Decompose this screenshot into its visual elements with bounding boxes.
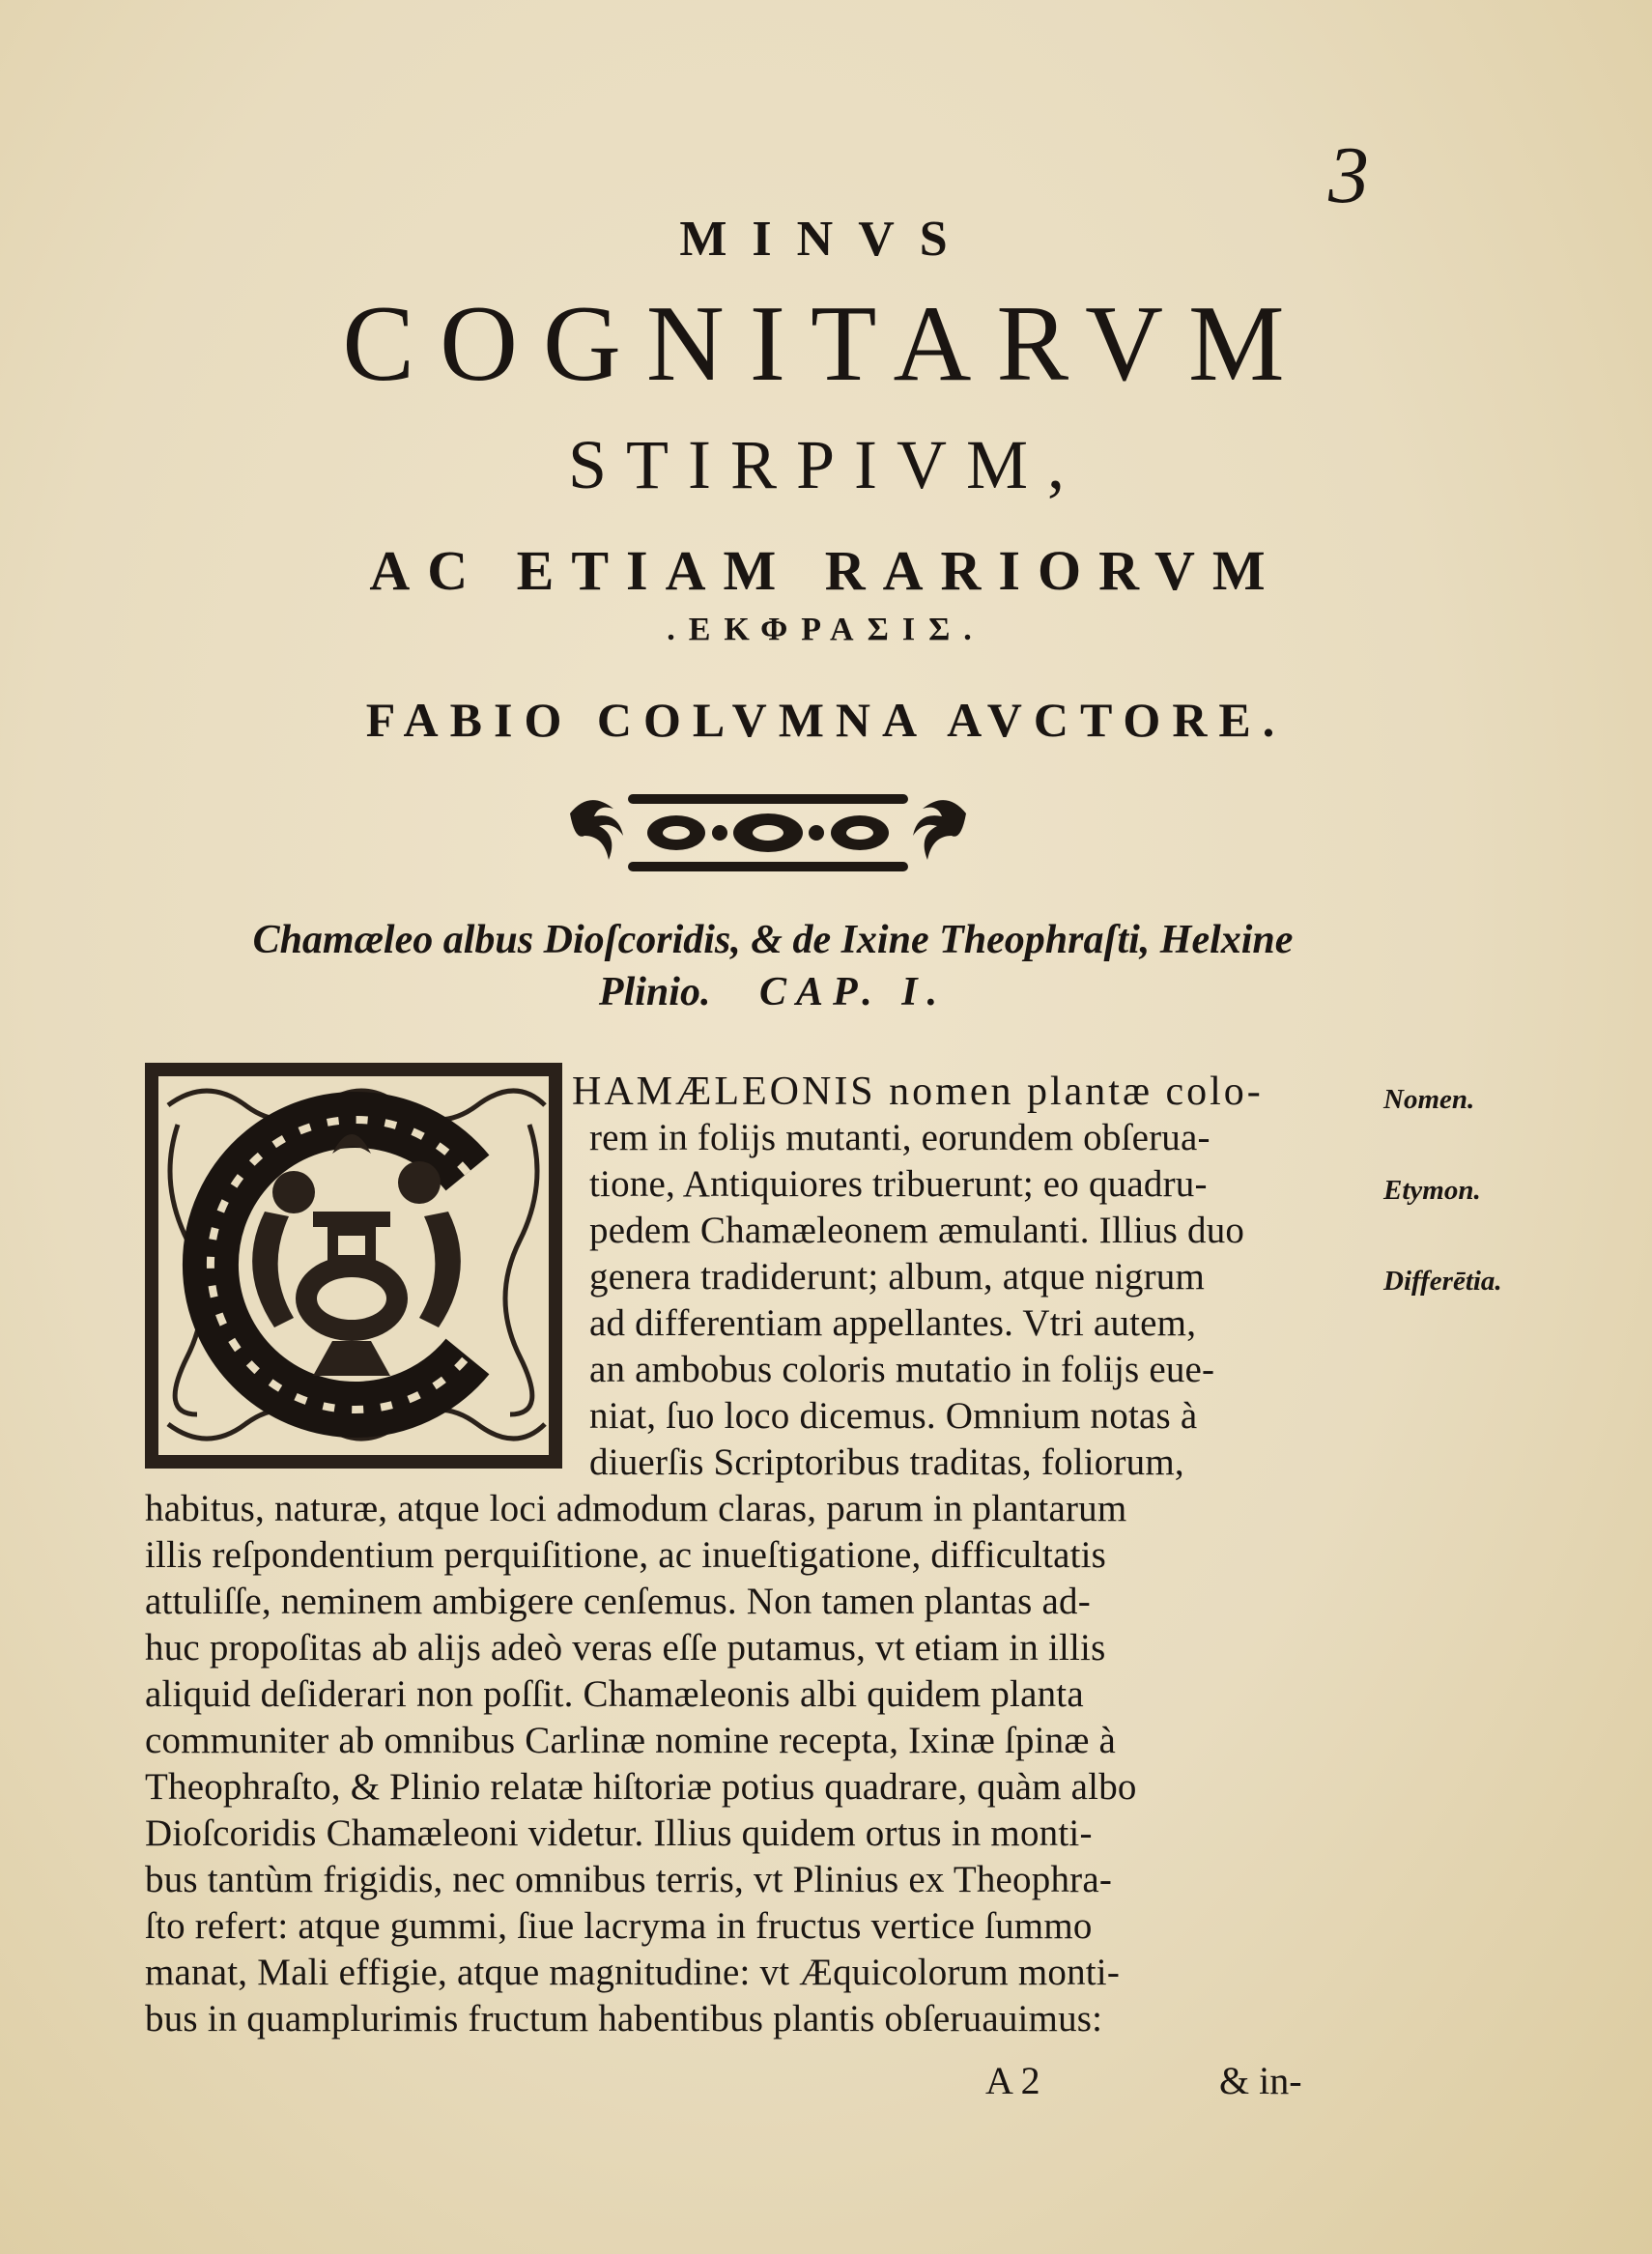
body-line: ſto refert: atque gummi, ſiue lacryma in fructus vertice ſummo: [145, 1905, 1093, 1947]
body-line: rem in folijs mutanti, eorundem obſerua-: [589, 1117, 1211, 1158]
body-line: Dioſcoridis Chamæleoni videtur. Illius quidem ortus in monti-: [145, 1812, 1093, 1854]
body-line: niat, ſuo loco dicemus. Omnium notas à: [589, 1395, 1198, 1437]
chapter-number: CAP. I.: [758, 970, 948, 1014]
page-number: 3: [1328, 130, 1369, 220]
body-line: bus tantùm frigidis, nec omnibus terris, vt Plinius ex Theophra-: [145, 1859, 1113, 1900]
body-line: communiter ab omnibus Carlinæ nomine recepta, Ixinæ ſpinæ à: [145, 1720, 1117, 1761]
catchword: & in-: [1219, 2059, 1302, 2102]
body-line: illis reſpondentium perquiſitione, ac inueſtigatione, difficultatis: [145, 1534, 1107, 1576]
body-line: HAMÆLEONIS nomen plantæ colo-: [572, 1070, 1264, 1114]
body-line: Theophraſto, & Plinio relatæ hiſtoriæ potius quadrare, quàm albo: [145, 1766, 1137, 1808]
chapter-heading-line1: Chamæleo albus Dioſcoridis, & de Ixine Theophraſti, Helxine: [252, 918, 1294, 962]
body-line: genera tradiderunt; album, atque nigrum: [589, 1256, 1205, 1298]
signature-mark: A 2: [985, 2059, 1040, 2102]
chapter-heading-plinio: Plinio.: [598, 970, 711, 1014]
woodcut-initial-icon: [149, 1067, 558, 1465]
title-line-minus: MINVS: [679, 212, 973, 267]
margin-note-etymon: Etymon.: [1383, 1175, 1481, 1206]
body-line: tione, Antiquiores tribuerunt; eo quadru-: [589, 1163, 1208, 1205]
title-line-cognitarum: COGNITARVM: [342, 284, 1310, 404]
body-line: aliquid deſiderari non poſſit. Chamæleonis albi quidem planta: [145, 1673, 1084, 1715]
body-line: habitus, naturæ, atque loci admodum claras, parum in plantarum: [145, 1488, 1127, 1529]
body-line: attuliſſe, neminem ambigere cenſemus. Non tamen plantas ad-: [145, 1581, 1091, 1622]
chapter-heading: [145, 914, 1401, 1018]
body-line: diuerſis Scriptoribus traditas, foliorum,: [589, 1441, 1184, 1483]
body-line: huc propoſitas ab alijs adeò veras eſſe putamus, vt etiam in illis: [145, 1627, 1106, 1669]
title-line-stirpium: STIRPIVM,: [567, 426, 1085, 503]
fleuron-ornament: [560, 785, 976, 881]
decorated-initial-c: [145, 1063, 562, 1469]
title-line-greek: .ΕΚΦΡΑΣΙΣ.: [667, 612, 985, 647]
margin-note-differentia: Differētia.: [1383, 1266, 1502, 1297]
margin-note-nomen: Nomen.: [1383, 1084, 1475, 1115]
title-line-author: FABIO COLVMNA AVCTORE.: [365, 693, 1287, 747]
body-line: manat, Mali effigie, atque magnitudine: vt Æquicolorum monti-: [145, 1952, 1121, 1993]
body-line: pedem Chamæleonem æmulanti. Illius duo: [589, 1210, 1245, 1251]
title-line-ac-etiam: AC ETIAM RARIORVM: [369, 539, 1283, 602]
body-line: ad differentiam appellantes. Vtri autem,: [589, 1302, 1197, 1344]
chapter-heading-line2: [145, 966, 1401, 1018]
body-line: bus in quamplurimis fructum habentibus plantis obſeruauimus:: [145, 1998, 1103, 2040]
body-line: an ambobus coloris mutatio in folijs eue-: [589, 1349, 1215, 1390]
